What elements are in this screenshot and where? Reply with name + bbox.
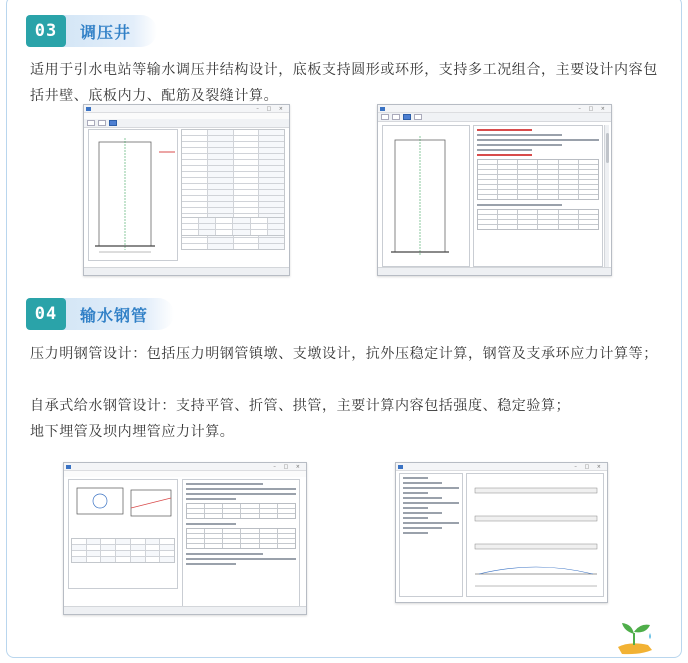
- pipe-span-diagram: [467, 474, 605, 598]
- section-number: 04: [26, 298, 66, 330]
- section-04-description-1: 压力明钢管设计：包括压力明钢管镇墩、支墩设计，抗外压稳定计算，钢管及支承环应力计算等；: [30, 346, 658, 362]
- section-title: 输水钢管: [62, 298, 174, 330]
- section-number: 03: [26, 15, 66, 47]
- section-title: 调压井: [62, 15, 157, 47]
- surge-tank-input-screenshot: – □ ×: [83, 104, 290, 276]
- steel-pipe-design-screenshot: – □ ×: [63, 462, 307, 615]
- section-04-description-3: 地下埋管及坝内埋管应力计算。: [30, 424, 235, 440]
- surge-tank-result-screenshot: – □ ×: [377, 104, 612, 276]
- section-03-description: 适用于引水电站等输水调压井结构设计，底板支持圆形或环形，支持多工况组合，主要设计内容包括井壁、底板内力、配筋及裂缝计算。: [30, 62, 658, 104]
- anchor-block-drawing: [69, 480, 179, 590]
- sprout-icon: [612, 617, 658, 659]
- pipe-report-preview: [182, 479, 300, 607]
- section-03-header: [26, 13, 157, 49]
- self-supporting-pipe-screenshot: – □ ×: [395, 462, 608, 603]
- section-04-description-2: 自承式给水钢管设计：支持平管、折管、拱管，主要计算内容包括强度、稳定验算；: [30, 398, 571, 414]
- surge-tank-section-drawing: [89, 130, 179, 262]
- section-04-header: [26, 296, 174, 332]
- calculation-report-preview: [473, 125, 603, 267]
- pipe-parameter-panel: [399, 473, 463, 597]
